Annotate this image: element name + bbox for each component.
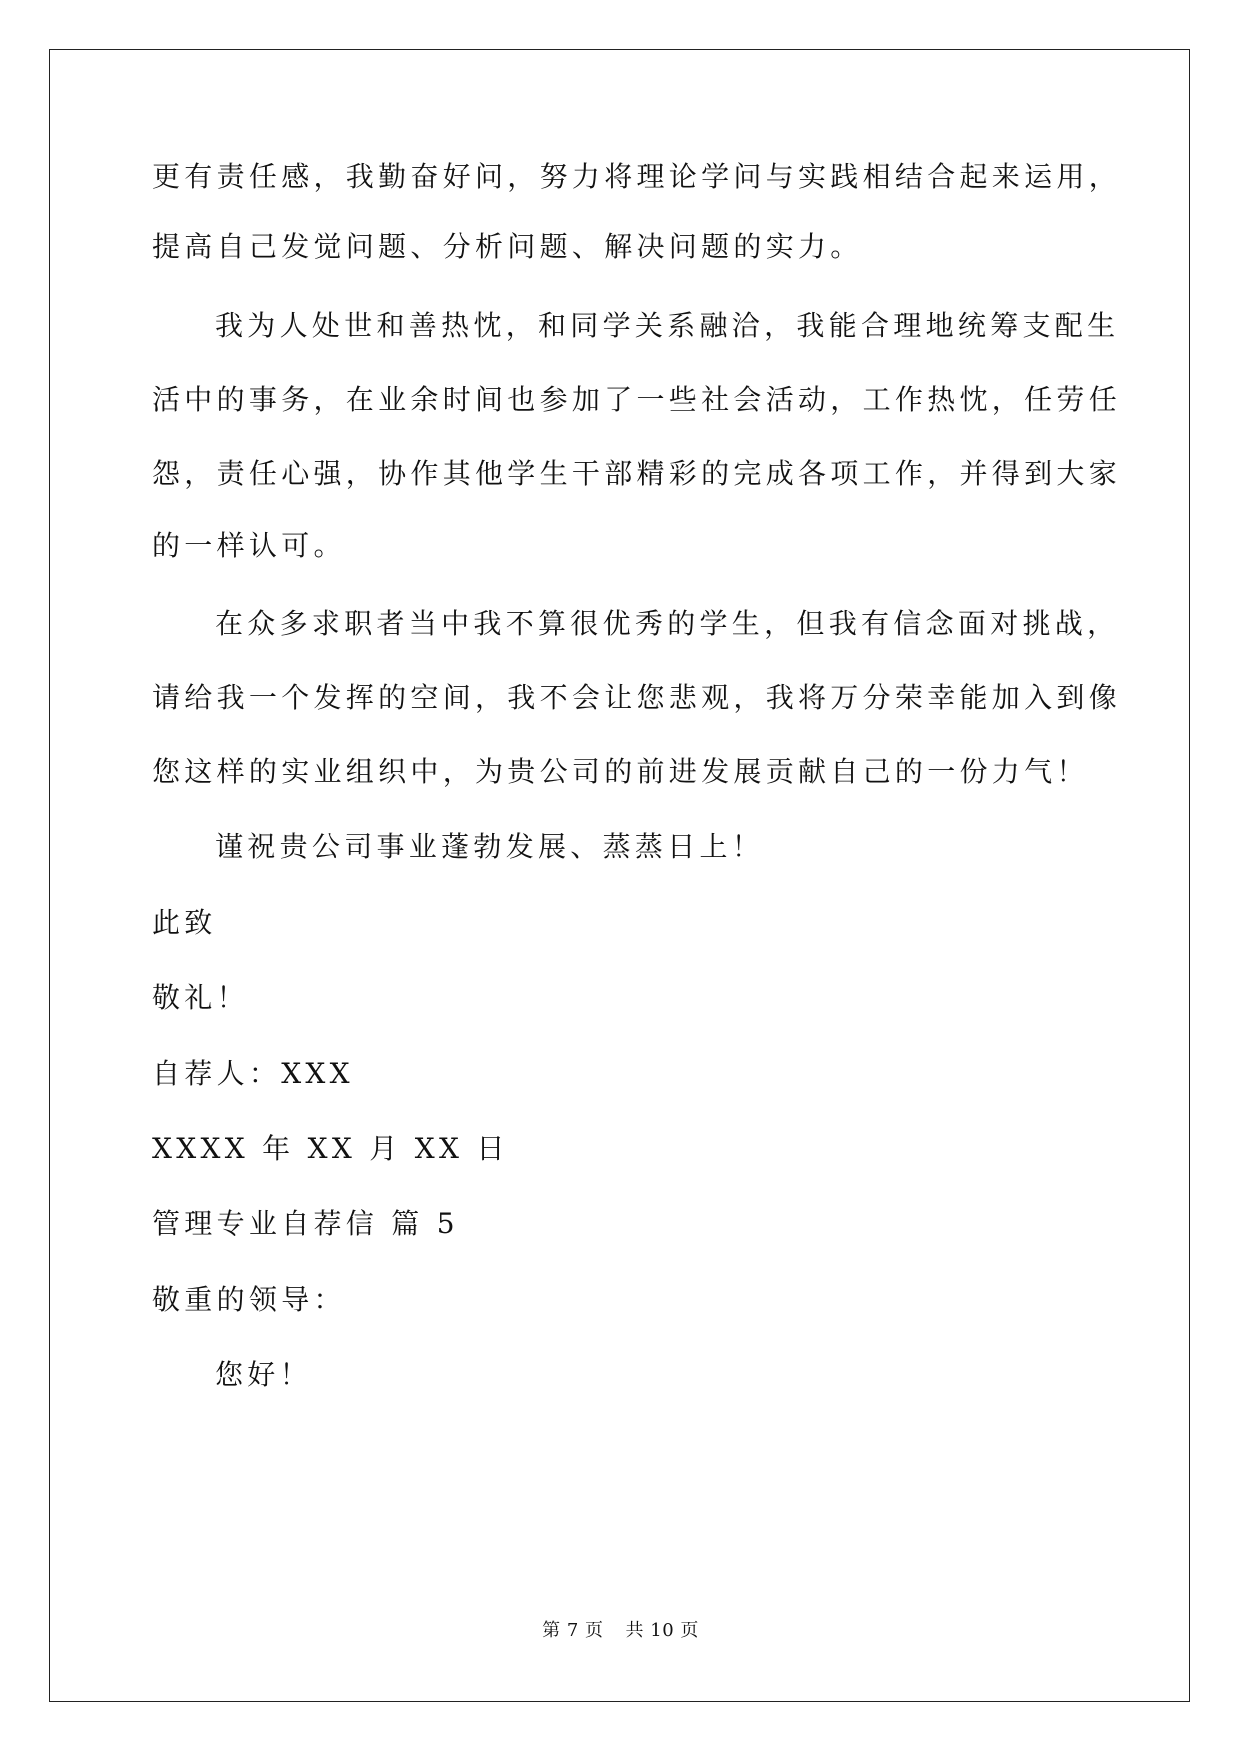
paragraph-3-line-2: 请给我一个发挥的空间，我不会让您悲观，我将万分荣幸能加入到像 (152, 681, 1122, 714)
section-title: 管理专业自荐信 篇 5 (152, 1207, 459, 1240)
signature: 自荐人：XXX (152, 1057, 354, 1090)
closing: 此致 (152, 906, 217, 939)
page-border (49, 49, 1190, 1702)
paragraph-1-line-2: 提高自己发觉问题、分析问题、解决问题的实力。 (152, 230, 863, 263)
hello: 您好！ (215, 1358, 312, 1391)
paragraph-3-line-3: 您这样的实业组织中，为贵公司的前进发展贡献自己的一份力气！ (152, 755, 1089, 788)
salute: 敬礼！ (152, 981, 249, 1014)
paragraph-2-line-3: 怨，责任心强，协作其他学生干部精彩的完成各项工作，并得到大家 (152, 457, 1122, 490)
greeting: 敬重的领导： (152, 1283, 346, 1316)
page-total: 共 10 页 (625, 1620, 699, 1641)
page-number: 第 7 页 (542, 1620, 604, 1641)
paragraph-1-line-1: 更有责任感，我勤奋好问，努力将理论学问与实践相结合起来运用， (152, 160, 1122, 193)
paragraph-3-line-1: 在众多求职者当中我不算很优秀的学生，但我有信念面对挑战， (215, 607, 1120, 640)
paragraph-4-line-1: 谨祝贵公司事业蓬勃发展、蒸蒸日上！ (215, 830, 765, 863)
page-footer (0, 1619, 1241, 1643)
paragraph-2-line-2: 活中的事务，在业余时间也参加了一些社会活动，工作热忱，任劳任 (152, 383, 1122, 416)
paragraph-2-line-4: 的一样认可。 (152, 529, 346, 562)
paragraph-2-line-1: 我为人处世和善热忱，和同学关系融洽，我能合理地统筹支配生 (215, 309, 1120, 342)
date: XXXX 年 XX 月 XX 日 (152, 1132, 509, 1165)
